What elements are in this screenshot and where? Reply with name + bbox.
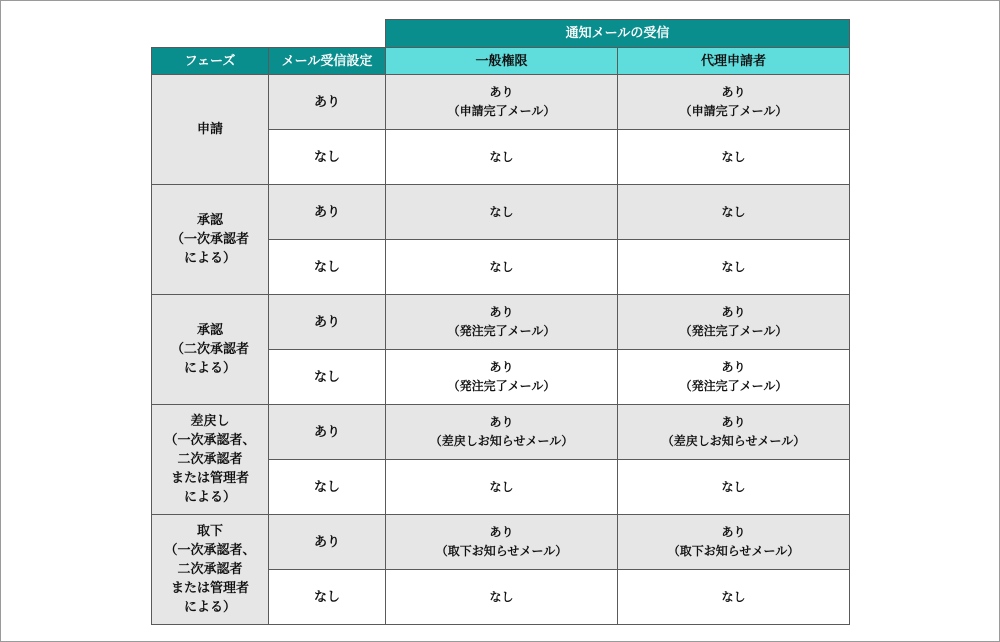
header-notification-group: 通知メールの受信 [386,20,850,48]
proxy-cell: あり （申請完了メール） [618,75,850,130]
setting-cell: なし [269,570,386,625]
proxy-cell: なし [618,130,850,185]
header-proxy: 代理申請者 [618,48,850,75]
setting-cell: あり [269,185,386,240]
setting-cell: なし [269,240,386,295]
setting-cell: あり [269,515,386,570]
setting-cell: なし [269,350,386,405]
header-general: 一般権限 [386,48,618,75]
proxy-cell: なし [618,240,850,295]
proxy-cell: あり （差戻しお知らせメール） [618,405,850,460]
setting-cell: なし [269,130,386,185]
phase-cell: 差戻し （一次承認者、 二次承認者 または管理者 による） [152,405,269,515]
proxy-cell: あり （発注完了メール） [618,295,850,350]
phase-cell: 申請 [152,75,269,185]
general-cell: あり （差戻しお知らせメール） [386,405,618,460]
header-phase: フェーズ [152,48,269,75]
phase-cell: 承認 （二次承認者 による） [152,295,269,405]
general-cell: なし [386,460,618,515]
setting-cell: あり [269,295,386,350]
general-cell: あり （発注完了メール） [386,295,618,350]
proxy-cell: なし [618,185,850,240]
header-blank [152,20,386,48]
notification-mail-table [151,19,850,625]
proxy-cell: なし [618,570,850,625]
general-cell: あり （発注完了メール） [386,350,618,405]
general-cell: あり （取下お知らせメール） [386,515,618,570]
setting-cell: あり [269,75,386,130]
general-cell: なし [386,185,618,240]
header-mail-setting: メール受信設定 [269,48,386,75]
setting-cell: なし [269,460,386,515]
general-cell: なし [386,240,618,295]
proxy-cell: あり （取下お知らせメール） [618,515,850,570]
proxy-cell: なし [618,460,850,515]
phase-cell: 承認 （一次承認者 による） [152,185,269,295]
phase-cell: 取下 （一次承認者、 二次承認者 または管理者 による） [152,515,269,625]
proxy-cell: あり （発注完了メール） [618,350,850,405]
general-cell: なし [386,130,618,185]
general-cell: なし [386,570,618,625]
general-cell: あり （申請完了メール） [386,75,618,130]
setting-cell: あり [269,405,386,460]
